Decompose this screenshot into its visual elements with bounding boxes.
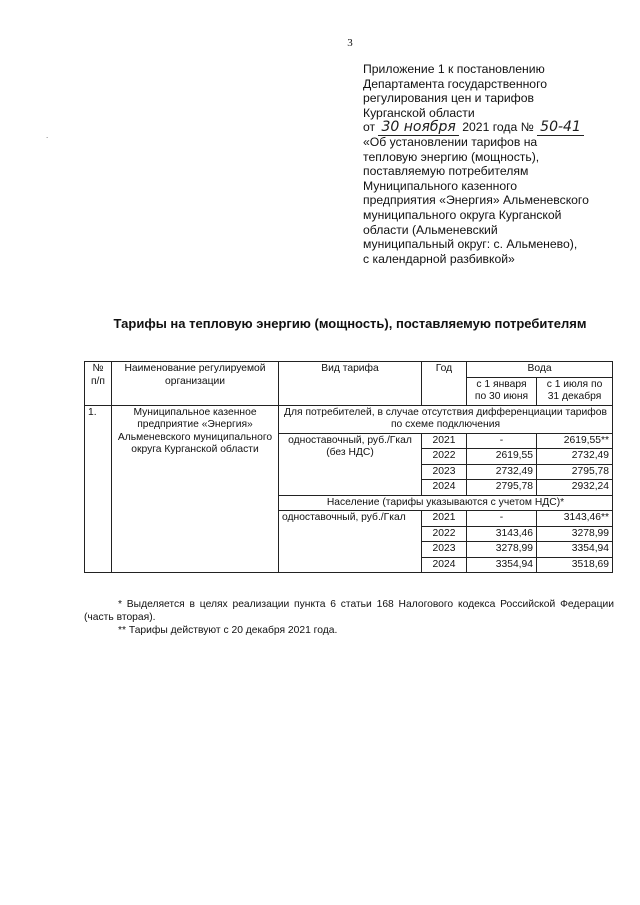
subject-line: «Об установлении тарифов на: [363, 134, 538, 149]
table-row: [85, 405, 613, 433]
header-type: Вид тарифа: [279, 362, 422, 406]
tariff-table: [84, 361, 613, 573]
date-prefix: от: [363, 120, 376, 135]
subject-line: муниципальный округ: с. Альменево),: [363, 237, 578, 252]
subject-line: с календарной разбивкой»: [363, 251, 515, 266]
document-title: Тарифы на тепловую энергию (мощность), поставляемую потребителям: [113, 316, 587, 331]
subject-line: тепловую энергию (мощность),: [363, 149, 540, 164]
appendix-line: Курганской области: [363, 105, 475, 120]
scan-artifact: .: [46, 131, 49, 140]
footnote-2: ** Тарифы действуют с 20 декабря 2021 года.: [118, 625, 338, 636]
value-h2: 3518,69: [537, 557, 613, 573]
year-cell: 2022: [422, 526, 467, 542]
header-period1: с 1 января по 30 июня: [467, 377, 537, 405]
year-cell: 2024: [422, 480, 467, 496]
value-h2: 2619,55**: [537, 433, 613, 449]
value-h2: 2795,78: [537, 464, 613, 480]
value-h1: 2795,78: [467, 480, 537, 496]
value-h1: 2619,55: [467, 449, 537, 465]
year-cell: 2021: [422, 433, 467, 449]
year-text: 2021 года №: [462, 120, 534, 135]
year-cell: 2022: [422, 449, 467, 465]
organization-name: Муниципальное казенное предприятие «Энергия» Альменевского муниципального округа Курганской области: [112, 405, 279, 573]
header-num: № п/п: [85, 362, 112, 406]
handwritten-number: 50-41: [537, 119, 584, 136]
appendix-line: Департамента государственного: [363, 76, 548, 91]
value-h1: 2732,49: [467, 464, 537, 480]
value-h2: 2732,49: [537, 449, 613, 465]
year-cell: 2023: [422, 542, 467, 558]
subject-line: предприятия «Энергия» Альменевского: [363, 193, 589, 208]
subject-line: Муниципального казенного: [363, 178, 518, 193]
subject-line: муниципального округа Курганской: [363, 207, 562, 222]
handwritten-date: 30 ноября: [378, 119, 458, 136]
footnotes: [84, 598, 614, 637]
tariff-type: одноставочный, руб./Гкал (без НДС): [279, 433, 422, 495]
appendix-line: регулирования цен и тарифов: [363, 91, 534, 106]
appendix-date-line: [363, 120, 628, 135]
group-label: Население (тарифы указываются с учетом НДС)*: [279, 495, 613, 511]
value-h2: 3354,94: [537, 542, 613, 558]
value-h2: 3278,99: [537, 526, 613, 542]
value-h2: 2932,24: [537, 480, 613, 496]
value-h1: 3278,99: [467, 542, 537, 558]
value-h1: 3143,46: [467, 526, 537, 542]
appendix-header: [363, 62, 628, 266]
page-number: 3: [347, 37, 353, 49]
year-cell: 2023: [422, 464, 467, 480]
row-number: 1.: [85, 405, 112, 573]
value-h2: 3143,46**: [537, 511, 613, 527]
value-h1: 3354,94: [467, 557, 537, 573]
value-h1: -: [467, 511, 537, 527]
group-label: Для потребителей, в случае отсутствия дифференциации тарифов по схеме подключения: [279, 405, 613, 433]
header-year: Год: [422, 362, 467, 406]
value-h1: -: [467, 433, 537, 449]
appendix-line: Приложение 1 к постановлению: [363, 62, 545, 76]
year-cell: 2021: [422, 511, 467, 527]
header-row: [85, 362, 613, 378]
header-org: Наименование регулируемой организации: [112, 362, 279, 406]
year-cell: 2024: [422, 557, 467, 573]
header-period2: с 1 июля по 31 декабря: [537, 377, 613, 405]
footnote-1: * Выделяется в целях реализации пункта 6 статьи 168 Налогового кодекса Российской Федерации (часть вторая).: [84, 599, 614, 623]
tariff-type: одноставочный, руб./Гкал: [279, 511, 422, 573]
subject-line: поставляемую потребителям: [363, 164, 529, 179]
subject-line: области (Альменевский: [363, 222, 498, 237]
header-water: Вода: [467, 362, 613, 378]
